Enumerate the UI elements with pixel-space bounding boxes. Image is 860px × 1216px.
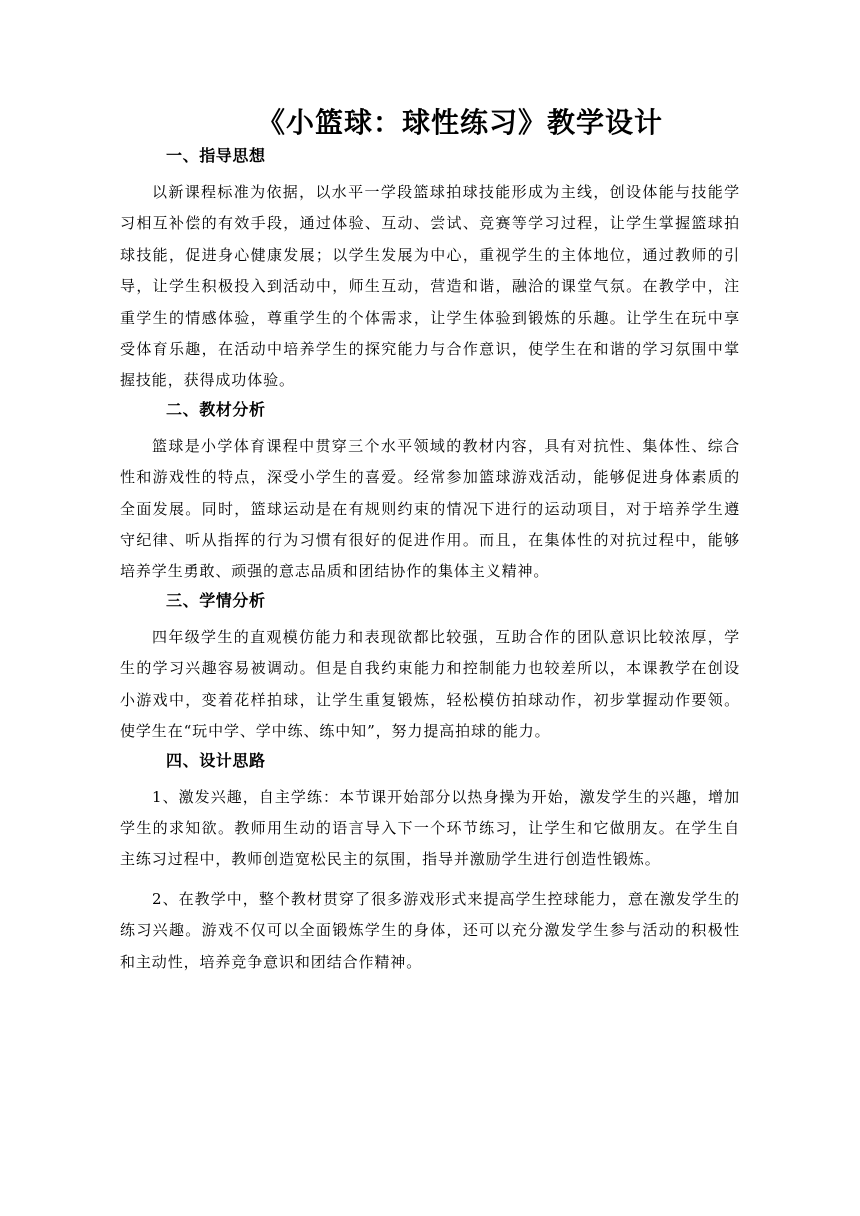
section-paragraph: 以新课程标准为依据，以水平一学段篮球拍球技能形成为主线，创设体能与技能学习相互补偿的有效手段，通过体验、互动、尝试、竞赛等学习过程，让学生掌握篮球拍球技能，促进身心健康发展；以学生发展为中心，重视学生的主体地位，通过教师的引导，让学生积极投入到活动中，师生互动，营造和谐，融洽的课堂气氛。在教学中，注重学生的情感体验，尊重学生的个体需求，让学生体验到锻炼的乐趣。让学生在玩中享受体育乐趣，在活动中培养学生的探究能力与合作意识，使学生在和谐的学习氛围中掌握技能，获得成功体验。: [120, 183, 740, 390]
section-paragraph: 四年级学生的直观模仿能力和表现欲都比较强，互助合作的团队意识比较浓厚，学生的学习兴趣容易被调动。但是自我约束能力和控制能力也较差所以，本课教学在创设小游戏中，变着花样拍球，让学生重复锻炼，轻松模仿拍球动作，初步掌握动作要领。使学生在“玩中学、学中练、练中知”，努力提高拍球的能力。: [120, 627, 740, 741]
section-heading: 三、学情分析: [166, 590, 266, 610]
section-heading: 二、教材分析: [166, 399, 266, 419]
section-paragraph: 1、激发兴趣，自主学练：本节课开始部分以热身操为开始，激发学生的兴趣，增加学生的求知欲。教师用生动的语言导入下一个环节练习，让学生和它做朋友。在学生自主练习过程中，教师创造宽松民主的氛围，指导并激励学生进行创造性锻炼。: [120, 787, 740, 869]
section-material-analysis: [120, 397, 740, 588]
document-title: 《小篮球：球性练习》教学设计: [256, 106, 663, 139]
section-guiding-ideology: [120, 143, 740, 397]
section-heading: 四、设计思路: [166, 750, 266, 770]
document-body: [120, 143, 740, 978]
section-heading: 一、指导思想: [166, 146, 266, 165]
section-paragraph: 篮球是小学体育课程中贯穿三个水平领域的教材内容，具有对抗性、集体性、综合性和游戏性的特点，深受小学生的喜爱。经常参加篮球游戏活动，能够促进身体素质的全面发展。同时，篮球运动是在有规则约束的情况下进行的运动项目，对于培养学生遵守纪律、听从指挥的行为习惯有很好的促进作用。而且，在集体性的对抗过程中，能够培养学生勇敢、顽强的意志品质和团结协作的集体主义精神。: [120, 436, 740, 581]
section-design-approach: [120, 748, 740, 978]
section-paragraph: 2、在教学中，整个教材贯穿了很多游戏形式来提高学生控球能力，意在激发学生的练习兴趣。游戏不仅可以全面锻炼学生的身体，还可以充分激发学生参与活动的积极性和主动性，培养竞争意识和团结合作精神。: [120, 889, 740, 971]
section-student-analysis: [120, 588, 740, 748]
